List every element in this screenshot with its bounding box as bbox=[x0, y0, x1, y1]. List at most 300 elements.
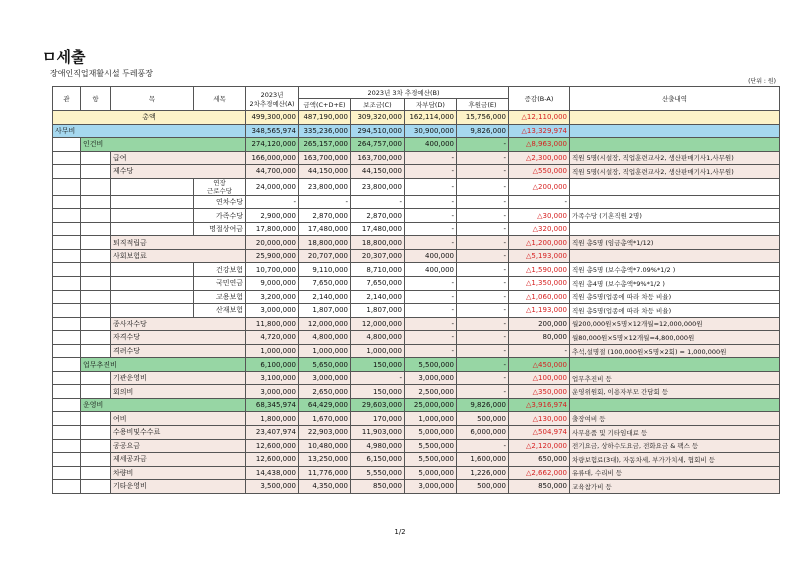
amount-cell: 23,800,000 bbox=[299, 178, 351, 195]
sponsor-cell: - bbox=[457, 331, 509, 345]
own-cell: - bbox=[405, 344, 457, 358]
prev-budget-cell: 2,900,000 bbox=[246, 209, 299, 223]
indent-cell bbox=[53, 304, 81, 318]
indent-cell bbox=[81, 151, 111, 165]
indent-cell bbox=[81, 209, 111, 223]
own-cell: 3,000,000 bbox=[405, 480, 457, 494]
row-label: 국민연금 bbox=[194, 277, 246, 291]
own-cell: - bbox=[405, 304, 457, 318]
amount-cell: 487,190,000 bbox=[299, 111, 351, 125]
subsidy-cell: 20,307,000 bbox=[351, 249, 405, 263]
subsidy-cell: 4,800,000 bbox=[351, 331, 405, 345]
prev-budget-cell: 166,000,000 bbox=[246, 151, 299, 165]
indent-cell bbox=[53, 151, 81, 165]
own-cell: - bbox=[405, 317, 457, 331]
row-label: 제세공과금 bbox=[111, 453, 246, 467]
subsidy-cell: 163,700,000 bbox=[351, 151, 405, 165]
row-label: 인건비 bbox=[81, 138, 246, 152]
col-amount: 금액(C+D+E) bbox=[299, 99, 351, 111]
indent-cell bbox=[53, 178, 81, 195]
sponsor-cell: - bbox=[457, 358, 509, 372]
row-label: 가족수당 bbox=[194, 209, 246, 223]
indent-cell bbox=[81, 439, 111, 453]
prev-budget-cell: 3,000,000 bbox=[246, 304, 299, 318]
delta-cell: △2,662,000 bbox=[509, 466, 570, 480]
basis-cell: 전기요금, 상하수도요금, 전화요금 & 팩스 등 bbox=[570, 439, 780, 453]
row-label: 명절상여금 bbox=[194, 222, 246, 236]
indent-cell bbox=[111, 195, 194, 209]
delta-cell: △1,350,000 bbox=[509, 277, 570, 291]
sponsor-cell: 15,756,000 bbox=[457, 111, 509, 125]
amount-cell: 1,670,000 bbox=[299, 412, 351, 426]
sponsor-cell: - bbox=[457, 385, 509, 399]
basis-cell bbox=[570, 398, 780, 412]
subsidy-cell: 17,480,000 bbox=[351, 222, 405, 236]
amount-cell: 4,350,000 bbox=[299, 480, 351, 494]
indent-cell bbox=[81, 263, 111, 277]
subsidy-cell: 2,870,000 bbox=[351, 209, 405, 223]
subsidy-cell: 12,000,000 bbox=[351, 317, 405, 331]
indent-cell bbox=[81, 222, 111, 236]
indent-cell bbox=[53, 317, 81, 331]
table-row bbox=[53, 480, 780, 494]
basis-cell: 사무용품 및 기타임대료 등 bbox=[570, 426, 780, 440]
indent-cell bbox=[81, 304, 111, 318]
table-row bbox=[53, 466, 780, 480]
indent-cell bbox=[81, 165, 111, 179]
amount-cell: 64,429,000 bbox=[299, 398, 351, 412]
indent-cell bbox=[81, 290, 111, 304]
sponsor-cell: - bbox=[457, 439, 509, 453]
own-cell: - bbox=[405, 178, 457, 195]
sponsor-cell: - bbox=[457, 151, 509, 165]
subsidy-cell: - bbox=[351, 195, 405, 209]
table-row bbox=[53, 277, 780, 291]
table-row bbox=[53, 290, 780, 304]
delta-cell: △30,000 bbox=[509, 209, 570, 223]
table-row bbox=[53, 209, 780, 223]
basis-cell: 직원 총5명 (보수총액*7.09%*1/2 ) bbox=[570, 263, 780, 277]
facility-name: 장애인직업재활시설 두레풍장 bbox=[50, 69, 154, 78]
prev-budget-cell: 68,345,974 bbox=[246, 398, 299, 412]
subsidy-cell: 1,000,000 bbox=[351, 344, 405, 358]
amount-cell: 7,650,000 bbox=[299, 277, 351, 291]
subsidy-cell: 309,320,000 bbox=[351, 111, 405, 125]
row-label: 고용보험 bbox=[194, 290, 246, 304]
table-row bbox=[53, 178, 780, 195]
row-label: 산재보험 bbox=[194, 304, 246, 318]
table-row bbox=[53, 236, 780, 250]
own-cell: 1,000,000 bbox=[405, 412, 457, 426]
own-cell: 400,000 bbox=[405, 249, 457, 263]
table-row bbox=[53, 398, 780, 412]
subsidy-cell: 170,000 bbox=[351, 412, 405, 426]
prev-budget-cell: 9,000,000 bbox=[246, 277, 299, 291]
col-prev-budget bbox=[246, 87, 299, 111]
row-label: 사무비 bbox=[53, 124, 246, 138]
delta-cell: △1,200,000 bbox=[509, 236, 570, 250]
basis-cell: 직원 총5명(업종에 따라 차등 비율) bbox=[570, 290, 780, 304]
indent-cell bbox=[53, 371, 81, 385]
subsidy-cell: 4,980,000 bbox=[351, 439, 405, 453]
delta-cell: △130,000 bbox=[509, 412, 570, 426]
sponsor-cell: 1,600,000 bbox=[457, 453, 509, 467]
table-row bbox=[53, 304, 780, 318]
indent-cell bbox=[81, 480, 111, 494]
own-cell: 25,000,000 bbox=[405, 398, 457, 412]
indent-cell bbox=[111, 290, 194, 304]
col-semok: 세목 bbox=[194, 87, 246, 111]
table-row bbox=[53, 165, 780, 179]
indent-cell bbox=[81, 412, 111, 426]
table-row bbox=[53, 344, 780, 358]
indent-cell bbox=[81, 195, 111, 209]
basis-cell: 출장여비 등 bbox=[570, 412, 780, 426]
delta-cell: △13,329,974 bbox=[509, 124, 570, 138]
sponsor-cell: - bbox=[457, 263, 509, 277]
sponsor-cell: - bbox=[457, 178, 509, 195]
prev-budget-cell: 348,565,974 bbox=[246, 124, 299, 138]
delta-cell: △320,000 bbox=[509, 222, 570, 236]
sponsor-cell: - bbox=[457, 290, 509, 304]
sponsor-cell: - bbox=[457, 222, 509, 236]
basis-cell: 운영위원회, 이용자부모 간담회 등 bbox=[570, 385, 780, 399]
own-cell: 5,500,000 bbox=[405, 358, 457, 372]
delta-cell: 850,000 bbox=[509, 480, 570, 494]
prev-budget-cell: 4,720,000 bbox=[246, 331, 299, 345]
table-row bbox=[53, 453, 780, 467]
sponsor-cell: 6,000,000 bbox=[457, 426, 509, 440]
indent-cell bbox=[53, 277, 81, 291]
sponsor-cell: - bbox=[457, 195, 509, 209]
delta-cell: △8,963,000 bbox=[509, 138, 570, 152]
prev-budget-cell: 25,900,000 bbox=[246, 249, 299, 263]
sponsor-cell: 9,826,000 bbox=[457, 398, 509, 412]
delta-cell: △2,120,000 bbox=[509, 439, 570, 453]
indent-cell bbox=[81, 249, 111, 263]
indent-cell bbox=[81, 277, 111, 291]
prev-budget-cell: 11,800,000 bbox=[246, 317, 299, 331]
own-cell: 400,000 bbox=[405, 138, 457, 152]
table-row bbox=[53, 111, 780, 125]
subsidy-cell: 850,000 bbox=[351, 480, 405, 494]
row-label: 연차수당 bbox=[194, 195, 246, 209]
basis-cell bbox=[570, 358, 780, 372]
indent-cell bbox=[81, 371, 111, 385]
sponsor-cell: - bbox=[457, 277, 509, 291]
own-cell: 162,114,000 bbox=[405, 111, 457, 125]
row-label: 회의비 bbox=[111, 385, 246, 399]
indent-cell bbox=[81, 426, 111, 440]
row-label: 사회보험료 bbox=[111, 249, 246, 263]
indent-cell bbox=[53, 249, 81, 263]
table-row bbox=[53, 426, 780, 440]
prev-budget-cell: 3,000,000 bbox=[246, 385, 299, 399]
col-third-group: 2023년 3차 추경예산(B) bbox=[299, 87, 509, 99]
prev-budget-cell: 3,100,000 bbox=[246, 371, 299, 385]
col-hang: 항 bbox=[81, 87, 111, 111]
indent-cell bbox=[111, 222, 194, 236]
basis-cell bbox=[570, 195, 780, 209]
prev-budget-cell: 3,500,000 bbox=[246, 480, 299, 494]
own-cell: - bbox=[405, 222, 457, 236]
indent-cell bbox=[53, 412, 81, 426]
basis-cell bbox=[570, 111, 780, 125]
sponsor-cell: - bbox=[457, 165, 509, 179]
basis-cell: 직원 총5명(업종에 따라 차등 비율) bbox=[570, 304, 780, 318]
table-row bbox=[53, 195, 780, 209]
delta-cell: △550,000 bbox=[509, 165, 570, 179]
indent-cell bbox=[53, 466, 81, 480]
prev-budget-cell: 1,000,000 bbox=[246, 344, 299, 358]
sponsor-cell: - bbox=[457, 236, 509, 250]
row-label: 연장 근로수당 bbox=[194, 178, 246, 195]
amount-cell: 3,000,000 bbox=[299, 371, 351, 385]
prev-budget-cell: 12,600,000 bbox=[246, 453, 299, 467]
basis-cell bbox=[570, 249, 780, 263]
indent-cell bbox=[53, 263, 81, 277]
row-label: 업무추진비 bbox=[81, 358, 246, 372]
row-label: 급여 bbox=[111, 151, 246, 165]
sponsor-cell: 500,000 bbox=[457, 480, 509, 494]
table-row bbox=[53, 222, 780, 236]
prev-budget-cell: 44,700,000 bbox=[246, 165, 299, 179]
indent-cell bbox=[111, 209, 194, 223]
row-label: 수용비및수수료 bbox=[111, 426, 246, 440]
indent-cell bbox=[53, 138, 81, 152]
indent-cell bbox=[53, 222, 81, 236]
sponsor-cell: - bbox=[457, 344, 509, 358]
prev-budget-cell: - bbox=[246, 195, 299, 209]
subsidy-cell: 294,510,000 bbox=[351, 124, 405, 138]
own-cell: - bbox=[405, 165, 457, 179]
own-cell: 3,000,000 bbox=[405, 371, 457, 385]
indent-cell bbox=[53, 165, 81, 179]
amount-cell: 44,150,000 bbox=[299, 165, 351, 179]
indent-cell bbox=[81, 385, 111, 399]
own-cell: - bbox=[405, 209, 457, 223]
indent-cell bbox=[53, 195, 81, 209]
table-row bbox=[53, 358, 780, 372]
own-cell: 5,000,000 bbox=[405, 466, 457, 480]
subsidy-cell: 5,550,000 bbox=[351, 466, 405, 480]
delta-cell: △200,000 bbox=[509, 178, 570, 195]
col-gwan: 관 bbox=[53, 87, 81, 111]
prev-budget-cell: 14,438,000 bbox=[246, 466, 299, 480]
sponsor-cell: 1,226,000 bbox=[457, 466, 509, 480]
basis-cell bbox=[570, 138, 780, 152]
prev-budget-cell: 499,300,000 bbox=[246, 111, 299, 125]
indent-cell bbox=[53, 331, 81, 345]
sponsor-cell: - bbox=[457, 138, 509, 152]
indent-cell bbox=[53, 453, 81, 467]
delta-cell: △2,300,000 bbox=[509, 151, 570, 165]
indent-cell bbox=[81, 178, 111, 195]
prev-budget-cell: 274,120,000 bbox=[246, 138, 299, 152]
prev-budget-cell: 1,800,000 bbox=[246, 412, 299, 426]
indent-cell bbox=[53, 480, 81, 494]
prev-budget-cell: 10,700,000 bbox=[246, 263, 299, 277]
delta-cell: △1,590,000 bbox=[509, 263, 570, 277]
table-row bbox=[53, 371, 780, 385]
subsidy-cell: - bbox=[351, 371, 405, 385]
own-cell: 5,500,000 bbox=[405, 453, 457, 467]
indent-cell bbox=[53, 344, 81, 358]
col-prev-year: 2023년 bbox=[260, 90, 284, 99]
row-label: 총액 bbox=[53, 111, 246, 125]
basis-cell bbox=[570, 178, 780, 195]
amount-cell: 1,000,000 bbox=[299, 344, 351, 358]
indent-cell bbox=[81, 453, 111, 467]
amount-cell: 265,157,000 bbox=[299, 138, 351, 152]
own-cell: - bbox=[405, 236, 457, 250]
subsidy-cell: 8,710,000 bbox=[351, 263, 405, 277]
indent-cell bbox=[81, 317, 111, 331]
basis-cell: 교육참가비 등 bbox=[570, 480, 780, 494]
row-label: 기관운영비 bbox=[111, 371, 246, 385]
prev-budget-cell: 12,600,000 bbox=[246, 439, 299, 453]
indent-cell bbox=[53, 290, 81, 304]
indent-cell bbox=[53, 426, 81, 440]
indent-cell bbox=[53, 358, 81, 372]
row-label: 여비 bbox=[111, 412, 246, 426]
delta-cell: △1,193,000 bbox=[509, 304, 570, 318]
own-cell: 5,500,000 bbox=[405, 439, 457, 453]
page-number: 1/2 bbox=[394, 528, 406, 536]
amount-cell: 2,870,000 bbox=[299, 209, 351, 223]
subsidy-cell: 44,150,000 bbox=[351, 165, 405, 179]
indent-cell bbox=[81, 331, 111, 345]
indent-cell bbox=[53, 439, 81, 453]
prev-budget-cell: 20,000,000 bbox=[246, 236, 299, 250]
table-row bbox=[53, 385, 780, 399]
basis-cell: 직원 총5명 (임금총액*1/12) bbox=[570, 236, 780, 250]
col-mok: 목 bbox=[111, 87, 194, 111]
amount-cell: 335,236,000 bbox=[299, 124, 351, 138]
delta-cell: - bbox=[509, 344, 570, 358]
prev-budget-cell: 24,000,000 bbox=[246, 178, 299, 195]
own-cell: 30,900,000 bbox=[405, 124, 457, 138]
basis-cell: 업무추진비 등 bbox=[570, 371, 780, 385]
row-label: 차량비 bbox=[111, 466, 246, 480]
delta-cell: △5,193,000 bbox=[509, 249, 570, 263]
amount-cell: - bbox=[299, 195, 351, 209]
delta-cell: - bbox=[509, 195, 570, 209]
subsidy-cell: 7,650,000 bbox=[351, 277, 405, 291]
delta-cell: 650,000 bbox=[509, 453, 570, 467]
sponsor-cell: - bbox=[457, 304, 509, 318]
amount-cell: 17,480,000 bbox=[299, 222, 351, 236]
delta-cell: △350,000 bbox=[509, 385, 570, 399]
prev-budget-cell: 23,407,974 bbox=[246, 426, 299, 440]
budget-table bbox=[52, 86, 780, 494]
amount-cell: 163,700,000 bbox=[299, 151, 351, 165]
amount-cell: 13,250,000 bbox=[299, 453, 351, 467]
own-cell: - bbox=[405, 151, 457, 165]
row-label: 격려수당 bbox=[111, 344, 246, 358]
row-label: 자격수당 bbox=[111, 331, 246, 345]
delta-cell: 80,000 bbox=[509, 331, 570, 345]
subsidy-cell: 29,603,000 bbox=[351, 398, 405, 412]
basis-cell: 추석,설명절 (100,000원×5명×2회) = 1,000,000원 bbox=[570, 344, 780, 358]
delta-cell: 200,000 bbox=[509, 317, 570, 331]
page-title: ㅁ세출 bbox=[42, 48, 86, 66]
basis-cell: 월200,000원×5명×12개월=12,000,000원 bbox=[570, 317, 780, 331]
subsidy-cell: 11,903,000 bbox=[351, 426, 405, 440]
prev-budget-cell: 3,200,000 bbox=[246, 290, 299, 304]
subsidy-cell: 18,800,000 bbox=[351, 236, 405, 250]
subsidy-cell: 150,000 bbox=[351, 385, 405, 399]
prev-budget-cell: 17,800,000 bbox=[246, 222, 299, 236]
table-row bbox=[53, 331, 780, 345]
indent-cell bbox=[81, 466, 111, 480]
subsidy-cell: 150,000 bbox=[351, 358, 405, 372]
indent-cell bbox=[81, 344, 111, 358]
basis-cell: 직원 5명(시설장, 직업훈련교사2, 생산판매기사1,사무원) bbox=[570, 151, 780, 165]
sponsor-cell: 500,000 bbox=[457, 412, 509, 426]
amount-cell: 5,650,000 bbox=[299, 358, 351, 372]
delta-cell: △504,974 bbox=[509, 426, 570, 440]
indent-cell bbox=[53, 236, 81, 250]
sponsor-cell: - bbox=[457, 317, 509, 331]
indent-cell bbox=[111, 263, 194, 277]
unit-label: (단위 : 원) bbox=[748, 78, 776, 85]
own-cell: - bbox=[405, 277, 457, 291]
own-cell: 400,000 bbox=[405, 263, 457, 277]
col-delta: 증감(B-A) bbox=[509, 87, 570, 111]
sponsor-cell: 9,826,000 bbox=[457, 124, 509, 138]
row-label: 종사자수당 bbox=[111, 317, 246, 331]
amount-cell: 2,650,000 bbox=[299, 385, 351, 399]
delta-cell: △12,110,000 bbox=[509, 111, 570, 125]
amount-cell: 20,707,000 bbox=[299, 249, 351, 263]
table-row bbox=[53, 439, 780, 453]
subsidy-cell: 264,757,000 bbox=[351, 138, 405, 152]
row-label: 공공요금 bbox=[111, 439, 246, 453]
subsidy-cell: 6,150,000 bbox=[351, 453, 405, 467]
amount-cell: 22,903,000 bbox=[299, 426, 351, 440]
delta-cell: △1,060,000 bbox=[509, 290, 570, 304]
amount-cell: 4,800,000 bbox=[299, 331, 351, 345]
basis-cell: 가족수당 (기혼직원 2명) bbox=[570, 209, 780, 223]
row-label: 운영비 bbox=[81, 398, 246, 412]
table-body bbox=[53, 111, 780, 494]
row-label: 퇴직적립금 bbox=[111, 236, 246, 250]
col-subsidy: 보조금(C) bbox=[351, 99, 405, 111]
delta-cell: △450,000 bbox=[509, 358, 570, 372]
own-cell: - bbox=[405, 290, 457, 304]
amount-cell: 10,480,000 bbox=[299, 439, 351, 453]
amount-cell: 11,776,000 bbox=[299, 466, 351, 480]
amount-cell: 12,000,000 bbox=[299, 317, 351, 331]
indent-cell bbox=[111, 178, 194, 195]
own-cell: 5,000,000 bbox=[405, 426, 457, 440]
row-label: 제수당 bbox=[111, 165, 246, 179]
table-row bbox=[53, 138, 780, 152]
table-row bbox=[53, 124, 780, 138]
own-cell: 2,500,000 bbox=[405, 385, 457, 399]
table-header bbox=[53, 87, 780, 111]
indent-cell bbox=[53, 385, 81, 399]
amount-cell: 2,140,000 bbox=[299, 290, 351, 304]
sponsor-cell: - bbox=[457, 209, 509, 223]
row-label: 건강보험 bbox=[194, 263, 246, 277]
amount-cell: 9,110,000 bbox=[299, 263, 351, 277]
col-basis: 산출내역 bbox=[570, 87, 780, 111]
table-row bbox=[53, 412, 780, 426]
table-row bbox=[53, 151, 780, 165]
basis-cell: 차량보험료(3대), 자동차세, 부가가치세, 협회비 등 bbox=[570, 453, 780, 467]
